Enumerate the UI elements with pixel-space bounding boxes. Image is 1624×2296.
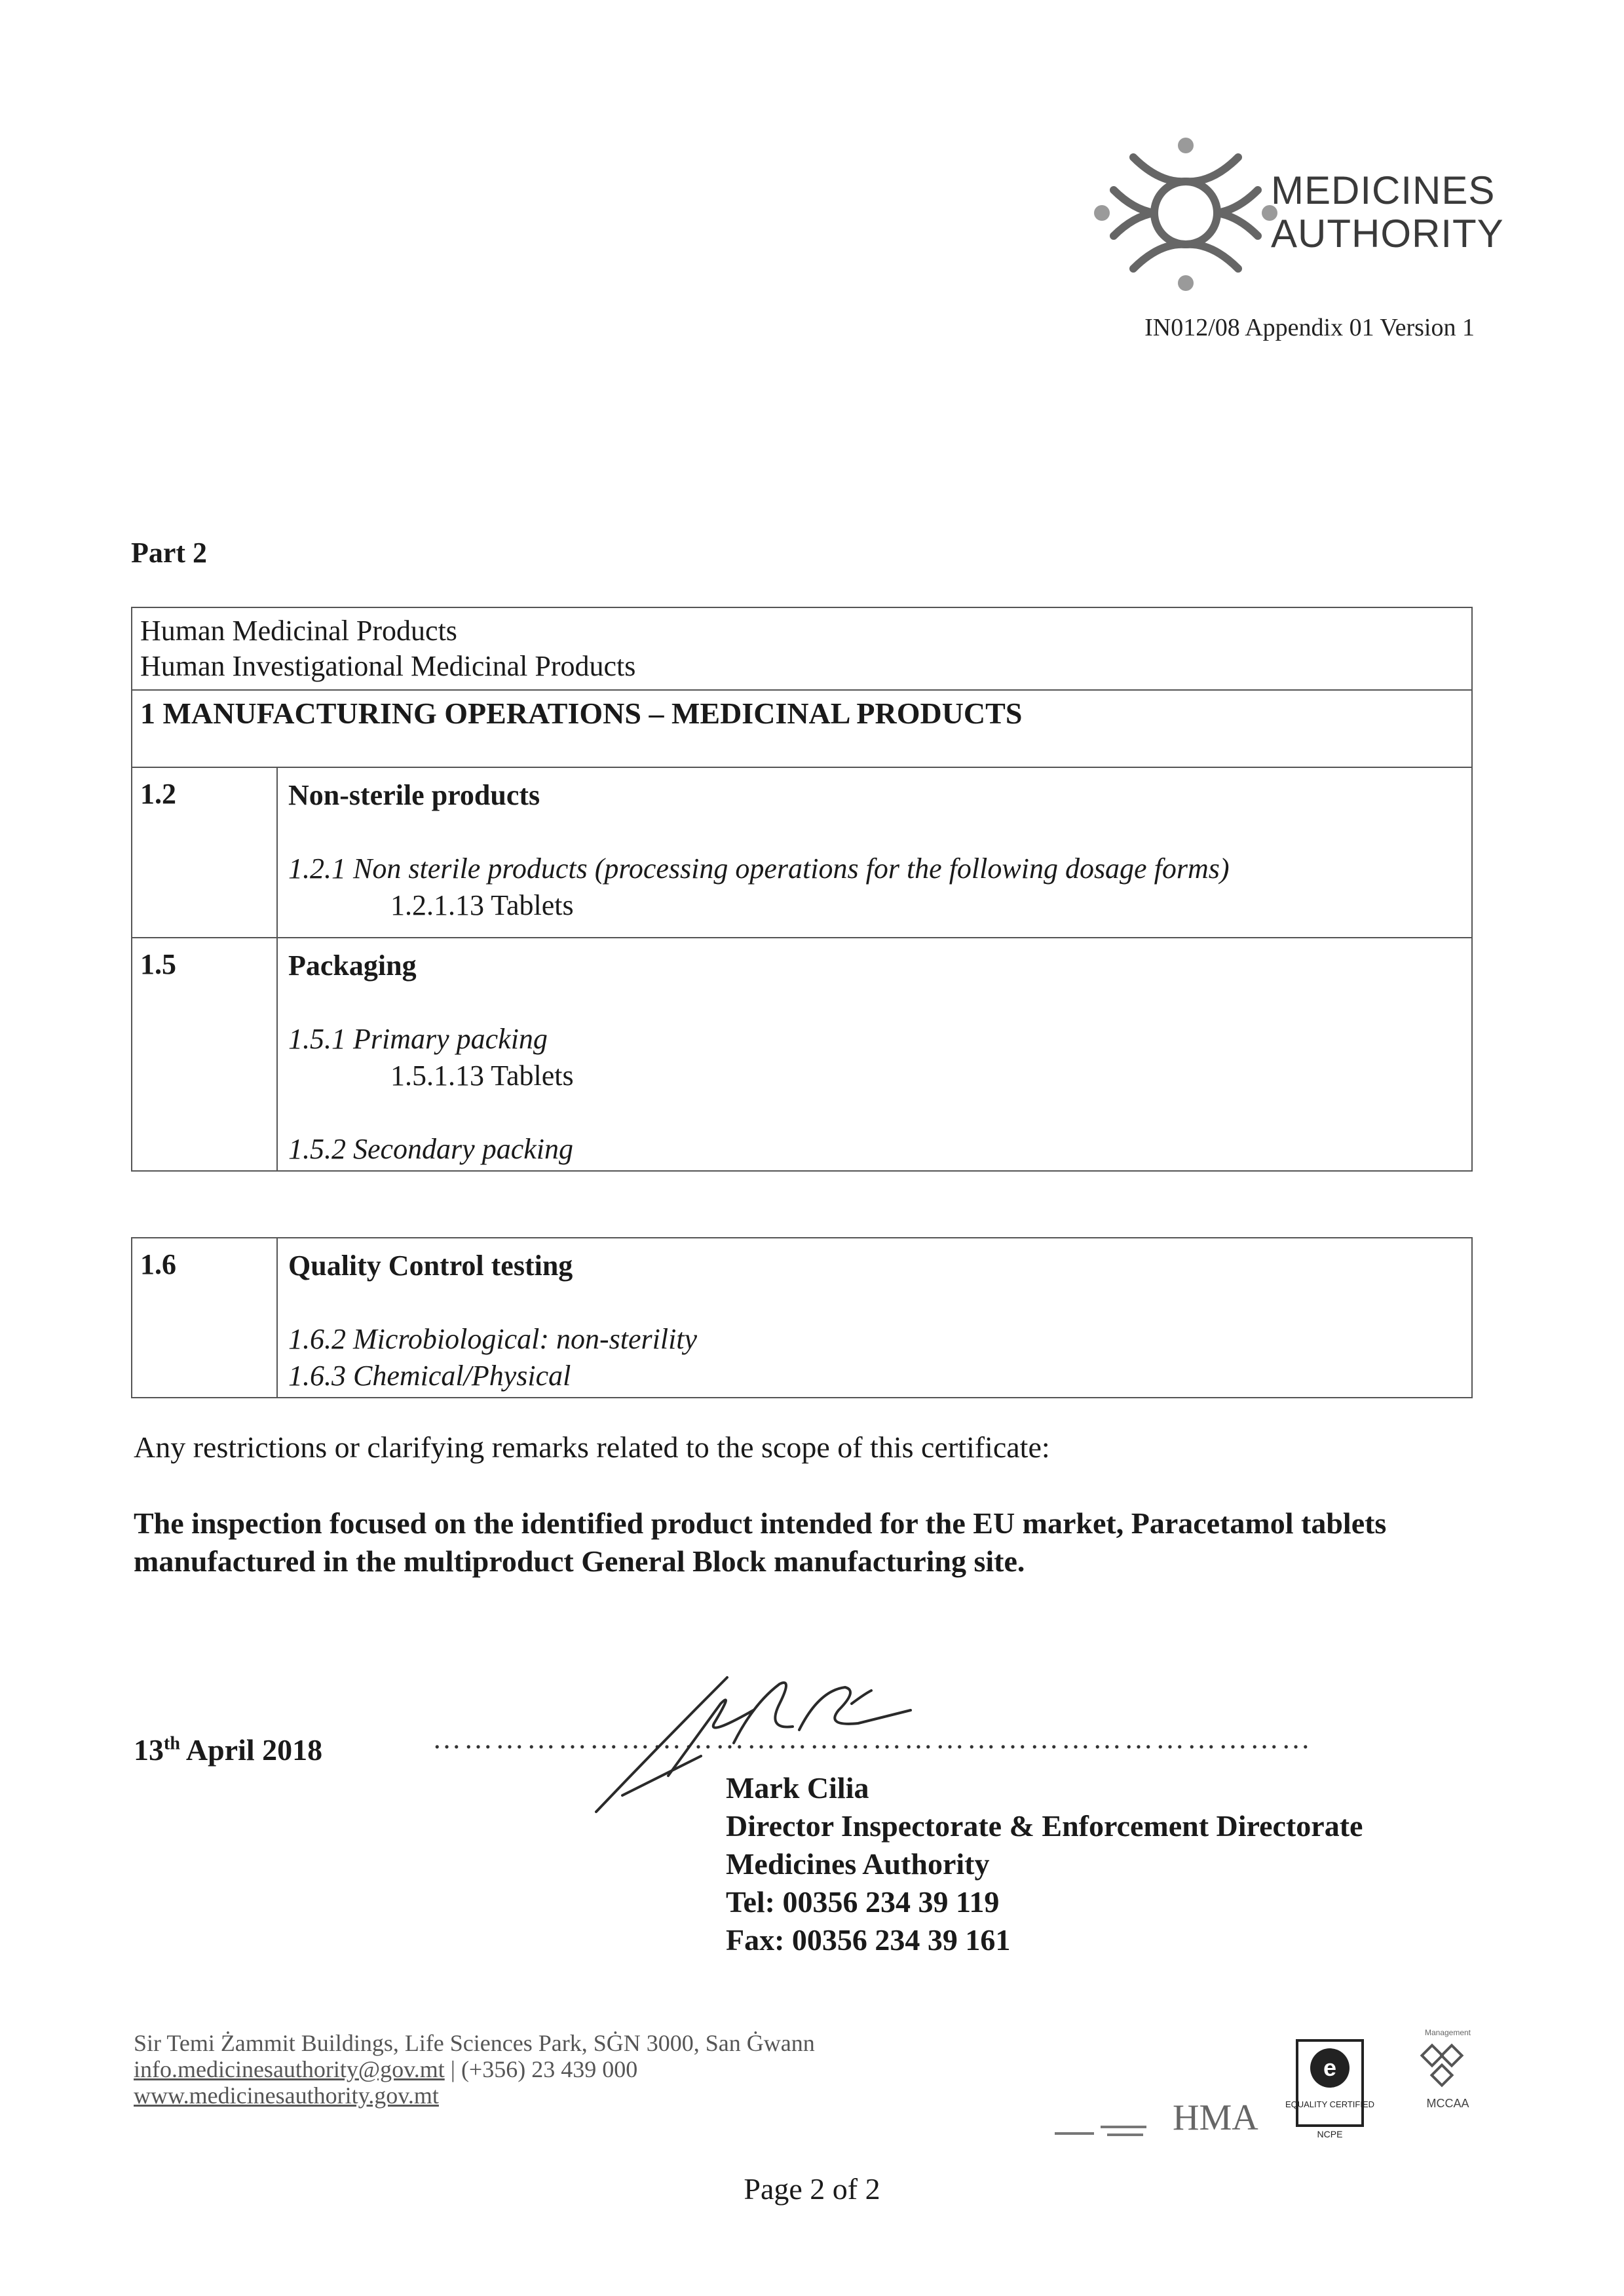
table-row xyxy=(132,1238,1472,1398)
row-content xyxy=(277,1238,1472,1398)
table-row xyxy=(132,767,1472,938)
row-content xyxy=(277,938,1472,1171)
remarks-label: Any restrictions or clarifying remarks related to the scope of this certificate: xyxy=(134,1430,1050,1464)
signatory-org: Medicines Authority xyxy=(726,1847,990,1881)
svg-text:EQUALITY CERTIFIED: EQUALITY CERTIFIED xyxy=(1285,2099,1375,2109)
category-1: Human Medicinal Products xyxy=(140,615,457,647)
hma-logo: HMA xyxy=(1173,2097,1258,2138)
row-content xyxy=(277,767,1472,938)
row-item-label: 1.5.2 Secondary packing xyxy=(288,1133,573,1165)
quality-control-table xyxy=(131,1237,1473,1398)
document-reference: IN012/08 Appendix 01 Version 1 xyxy=(1144,314,1475,341)
row-number: 1.5 xyxy=(132,938,277,1171)
logo-line-1: MEDICINES xyxy=(1271,168,1496,212)
row-title: Quality Control testing xyxy=(288,1250,573,1282)
logo-wordmark xyxy=(1271,169,1504,256)
page-number: Page 2 of 2 xyxy=(744,2172,880,2206)
table-row xyxy=(132,938,1472,1171)
row-item-label: 1.6.2 Microbiological: non-sterility xyxy=(288,1323,698,1355)
row-item-label: 1.6.3 Chemical/Physical xyxy=(288,1360,571,1392)
svg-text:MCCAA: MCCAA xyxy=(1426,2097,1469,2110)
signature-line: ………………………………………………………………………… xyxy=(432,1723,1313,1755)
remarks-text: The inspection focused on the identified product intended for the EU market, Paracetamol tablets manufactured in the multiproduct General Block manufacturing site. xyxy=(134,1506,1387,1578)
row-number: 1.2 xyxy=(132,767,277,938)
mccaa-emblem-icon xyxy=(1422,2045,1462,2085)
footer-address-line: Sir Temi Żammit Buildings, Life Sciences Park, SĠN 3000, San Ġwann xyxy=(134,2030,815,2056)
footer-website-link[interactable]: www.medicinesauthority.gov.mt xyxy=(134,2082,439,2109)
mccaa-logo xyxy=(1422,2028,1471,2110)
row-item-sub: 1.2.1.13 Tablets xyxy=(390,889,574,921)
signatory-tel: Tel: 00356 234 39 119 xyxy=(726,1885,1000,1919)
eu-flag-logo-icon xyxy=(1055,2127,1146,2135)
row-item-label: 1.2.1 Non sterile products (processing operations for the following dosage forms) xyxy=(288,852,1230,885)
row-title: Packaging xyxy=(288,949,417,982)
signatory-title: Director Inspectorate & Enforcement Directorate xyxy=(726,1809,1363,1843)
category-2: Human Investigational Medicinal Products xyxy=(140,650,636,682)
equality-certified-logo xyxy=(1285,2040,1374,2139)
logo-emblem-icon xyxy=(1114,157,1258,269)
row-item-label: 1.5.1 Primary packing xyxy=(288,1023,548,1055)
footer-logos xyxy=(1048,2022,1500,2147)
part-title: Part 2 xyxy=(131,537,208,569)
section-heading-cell xyxy=(132,690,1472,767)
manufacturing-operations-table xyxy=(131,607,1473,1172)
svg-text:NCPE: NCPE xyxy=(1317,2129,1343,2139)
signatory-details xyxy=(726,1769,1363,1959)
svg-text:Management: Management xyxy=(1424,2028,1471,2037)
footer-phone: | (+356) 23 439 000 xyxy=(444,2056,638,2082)
signature-date: 13th April 2018 xyxy=(134,1733,323,1767)
signatory-name: Mark Cilia xyxy=(726,1771,869,1805)
category-cell xyxy=(132,607,1472,690)
svg-text:e: e xyxy=(1323,2054,1337,2081)
row-title: Non-sterile products xyxy=(288,779,540,811)
logo-line-2: AUTHORITY xyxy=(1271,212,1504,256)
row-item-sub: 1.5.1.13 Tablets xyxy=(390,1060,574,1092)
footer-address xyxy=(134,2030,815,2109)
row-number: 1.6 xyxy=(132,1238,277,1398)
footer-email-link[interactable]: info.medicinesauthority@gov.mt xyxy=(134,2056,445,2082)
section-heading: 1 MANUFACTURING OPERATIONS – MEDICINAL PRODUCTS xyxy=(140,697,1023,730)
signatory-fax: Fax: 00356 234 39 161 xyxy=(726,1923,1011,1957)
